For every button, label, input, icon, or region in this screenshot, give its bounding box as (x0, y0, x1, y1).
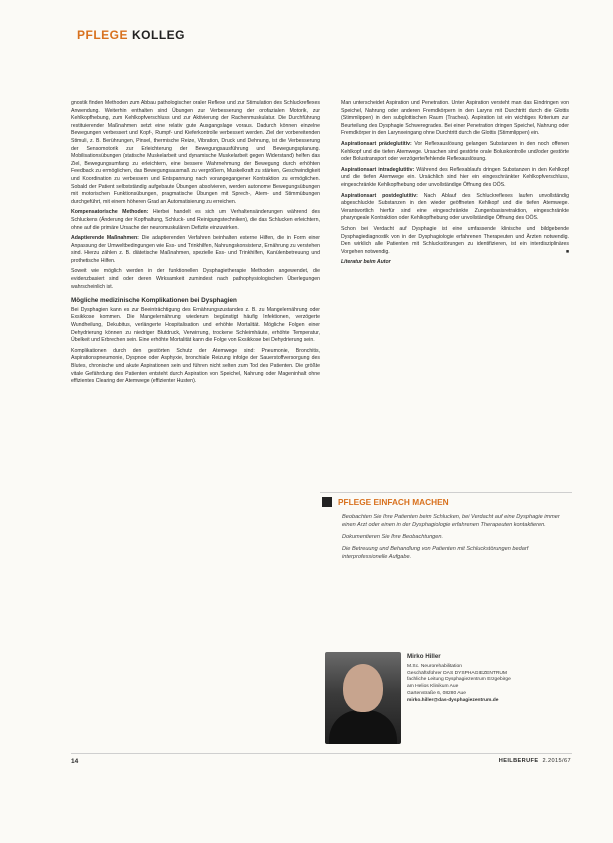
author-name: Mirko Hiller (407, 653, 441, 660)
journal-issue: 2.2015/67 (542, 758, 571, 764)
author-line: am Helios Klinikum Aue (407, 684, 459, 690)
paragraph (71, 209, 320, 232)
paragraph (341, 167, 569, 190)
author-line: fachliche Leitung Dysphagiezentrum Erzgebirge (407, 677, 511, 683)
paragraph-text: Nach Ablauf des Schluckreflexes laufen unvollständig abgeschluckte Substanzen in den wieder geöffneten Kehlkopf und die tiefen Atemwege. Verantwortlich hierfür sind eine eingeschränkte Zungenbasisretraktion, eingeschränkte pharyngeale Kontraktion oder Kehlkopfhebung oder unvollständige Öffnung des OÖS. (341, 192, 569, 222)
right-column (341, 100, 569, 270)
paragraph: Soweit wie möglich werden in der funktionellen Dysphagietherapie Methoden angewendet, die evidenzbasiert sind oder deren Wirksamkeit zumindest nach pathophysiologischen Überlegungen wahrscheinlich ist. (71, 268, 320, 290)
journal-title: HEILBERUFE (498, 758, 539, 764)
paragraph-lead: Kompensatorische Methoden: (71, 209, 149, 216)
page-number: 14 (71, 758, 79, 765)
paragraph-lead: Aspirationsart intradeglutitiv: (341, 166, 415, 173)
paragraph-text: Die adaptierenden Verfahren beinhalten externe Hilfen, die in Form einer Anpassung der Umweltbedingungen wie Ess- und Trinkhilfen, Nahrungskonsistenz, Ernährung zu verstehen sind. Hierzu zählen z. B. diätetische Maßnahmen, spezielle Ess- und Trinkhilfen, Kanülenbetreuung und prothetische Hilfen. (71, 235, 320, 264)
section-header (77, 28, 185, 42)
photo-face-shape (343, 664, 383, 712)
paragraph (341, 141, 569, 164)
author-email[interactable]: mirko.hiller@das-dysphagiezentrum.de (407, 697, 499, 703)
subheading: Mögliche medizinische Komplikationen bei Dysphagien (71, 297, 237, 305)
header-section: KOLLEG (132, 28, 186, 42)
paragraph: gnostik finden Methoden zum Abbau pathologischer oraler Reflexe und zur Stimulation des Schluckreflexes Anwendung. Weiterhin enthalten sind Übungen zur Verbesserung der orofazialen Motorik, zur Kehlkopfhebung, zum Kehlkopfverschluss und zur Aktivierung der Rachenmuskulatur. Die Durchführung restituierender Maßnahmen setzt eine relativ gute Ausgangslage voraus. Dadurch können einzelne Bewegungen verbessert und Kopf-, Rumpf- und Kieferkontrolle verbessert werden. Ziel der vorbereitenden Stimuli, z. B. Berührungen, Pinsel, thermische Reize, Vibration, Druck und Dehnung, ist die Verbesserung der Sensomotorik zur Erleichterung der Bewegungsausführung und Bewegungsplanung. Mobilisationsübungen (statische Muskelarbeit und dynamische Muskelarbeit gegen Widerstand) helfen das Ziel, Bewegungsumfang zu erleichtern, eine bessere Wahrnehmung der Bewegung durch erhöhten Feedback zu ermöglichen, das Bewegungsausmaß zu vergrößern, Muskelkraft zu stärken, Geschwindigkeit und Koordination zu verbessern und Entspannung nach vorangegangener Kontraktion zu ermöglichen. Sobald der Patient selbstständig aufgebaute Übungen absolvieren, werden autonome Bewegungsübungen mit motorischen Funktionsübungen, pragmatische Übungen mit Sprech-, Atem- und Stimmübungen durchgeführt, mit einem höheren Grad an Automatisierung zu erreichen. (71, 100, 320, 205)
author-box (325, 652, 570, 748)
paragraph: Bei Dysphagien kann es zur Beeinträchtigung des Ernährungszustandes z. B. zu Mangelernährung oder Exsikkose kommen. Die Mangelernährung wiederum begünstigt häufig Infektionen, verzögerte Wundheilung, Dekubitus, verlängerte Hospitalisation und erhöhte Mortalität. Mögliche Folgen einer Dehydrierung können zu niedriger Blutdruck, Verwirrung, trockene Schleimhäute, erhöhte Temperatur, Übelkeit und Erbrechen sein. Eine erhöhte Mortalität kann die Folge von Exsikkose bei Dehydrierung sein. (71, 306, 320, 344)
footer-divider (71, 753, 572, 754)
author-photo (325, 652, 401, 744)
paragraph-text: Schon bei Verdacht auf Dysphagie ist eine umfassende klinische und bildgebende Dysphagiediagnostik von in der Dysphagiologie erfahrenen Therapeuten und Ärzten notwendig. Den wirklich alle Patienten mit Schluckstörungen zu identifizieren, ist ein interdisziplinäres Vorgehen notwendig. (341, 225, 569, 255)
journal-name (499, 758, 571, 764)
paragraph-lead: Adaptierende Maßnahmen: (71, 235, 139, 242)
author-line: Geschäftsführer DAS DYSPHAGIEZENTRUM (407, 670, 508, 676)
left-column (71, 100, 320, 389)
info-box-title-text: PFLEGE EINFACH MACHEN (338, 497, 449, 507)
tip-item: Dokumentieren Sie Ihre Beobachtungen. (342, 534, 444, 540)
photo-shirt-shape (329, 710, 397, 744)
tips-list (342, 513, 572, 561)
header-brand: PFLEGE (77, 28, 129, 42)
author-line: Gartenstraße 6, 08280 Aue (407, 690, 466, 696)
paragraph-lead: Aspirationsart postdeglutitiv: (341, 192, 418, 199)
literature-note: Literatur beim Autor (341, 259, 391, 266)
paragraph-text: Hierbei handelt es sich um Verhaltensänderungen während des Schluckens (Änderung der Kopfhaltung, Schluck- und Reinigungstechniken), die das Schlucken erleichtern, ohne auf die primäre Ursache der neuromuskulären Defizite einzuwirken. (71, 209, 320, 231)
paragraph-lead: Aspirationsart prädeglutitiv: (341, 140, 412, 147)
paragraph (71, 235, 320, 265)
info-box-title (322, 497, 572, 507)
paragraph (341, 226, 569, 256)
tip-item: Die Betreuung und Behandlung von Patienten mit Schluckstörungen bedarf interprofessionelle Aufgabe. (342, 546, 529, 560)
paragraph-text: Während des Reflexablaufs dringen Substanzen in den Kehlkopf und die tiefen Atemwege ein. Ursächlich sind hier ein eingeschränkter Kehlkopfverschluss, eingeschränkte Kehlkopfhebung oder unvollständige Öffnung des OÖS. (341, 166, 569, 188)
author-info (407, 654, 511, 705)
square-icon (322, 497, 332, 507)
paragraph-text: Vor Reflexauslösung gelangen Substanzen in den noch offenen Kehlkopf und die tiefen Atemwege. Ursachen sind gestörte orale Boluskontrolle und/oder gestörte oder Bolustransport oder verzögerte/fehlende Reflexauslösung. (341, 140, 569, 163)
paragraph (341, 193, 569, 223)
info-box (322, 497, 572, 565)
author-line: M.Sc. Neurorehabilitation (407, 663, 462, 669)
paragraph: Man unterscheidet Aspiration und Penetration. Unter Aspiration versteht man das Eindringen von Speichel, Nahrung oder anderen Fremdkörpern in den Larynx mit Durchtritt durch die Glottis (Stimmlippen) in den subglottischen Raum (Trachea). Aspiration ist ein wichtiges Kriterium zur Beurteilung des Dysphagie Schweregrades. Bei einer Penetration dringen Speichel, Nahrung oder Fremdkörper in den Larynxeingang ohne Durchtritt durch die Glottis (Stimmlippen) ein. (341, 100, 569, 137)
paragraph: Komplikationen durch den gestörten Schutz der Atemwege sind: Pneumonie, Bronchitis, Aspirationspneumonie, Dyspnoe oder Asphyxie, bronchiale Reizung infolge der Sauerstoffversorgung des Blutes, chronische und akute Aspirationen sein und führen nicht selten zum Tod des Patienten. Die größte vitale Gefährdung des Patienten entsteht durch Aspiration von Speichel, Nahrung oder Mageninhalt ohne effizientes Clearing der Atemwege (effizienter Husten). (71, 347, 320, 385)
end-mark: ■ (565, 248, 569, 255)
box-divider (320, 492, 572, 493)
tip-item: Beobachten Sie Ihre Patienten beim Schlucken, bei Verdacht auf eine Dysphagie immer einen Arzt oder einen in der Dysphagiologie erfahrenen Therapeuten kontaktieren. (342, 514, 560, 528)
